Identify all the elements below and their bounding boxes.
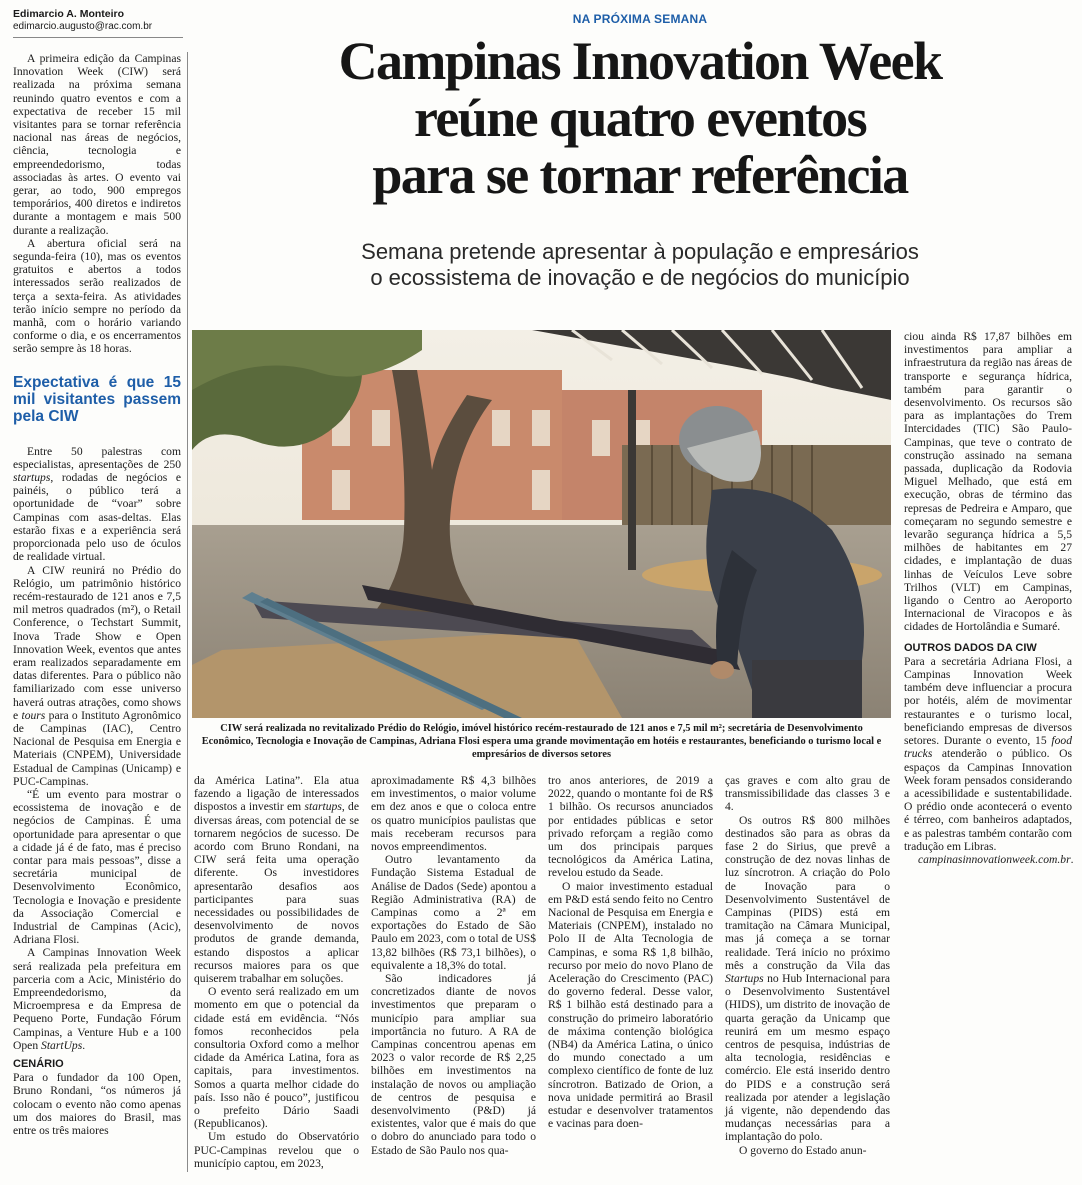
col1-paragraph-2: A abertura oficial será na segunda-feira (10), mas os eventos gratuitos e abertos a todos interessados serão realizados de terça a sexta-feira. As atividades terão início sempre no período da manhã, com o horário variando conforme o dia, e os encerramentos serão sempre às 18 horas. (13, 236, 181, 356)
col5-paragraph-3: O governo do Estado anun- (739, 1143, 867, 1157)
byline-rule (13, 37, 183, 38)
col6-paragraph-3: campinasinnovationweek.com.br. (918, 852, 1074, 866)
headline-line-1: Campinas Innovation Week (338, 31, 942, 91)
col6-paragraph-1: ciou ainda R$ 17,87 bilhões em investimentos para ampliar a infraestrutura da região nas áreas de transporte e segurança hídrica, também para garantir o desenvolvimento. Os recursos são para as implantações do Trem Intercidades (TIC) São Paulo-Campinas, que teve o contrato de construção assinado na semana passada, duplicação da Rodovia Miguel Melhado, que está em execução, obras de término das represas de Pedreira e Amparo, que começaram no segundo semestre e levarão segurança hídrica a 5,5 milhões de habitantes em 27 cidades, e implantação de duas linhas de Veículos Leve sobre Trilhos (VLT) em Campinas, ligando o Centro ao Aeroporto Internacional de Viracopos e às cidades de Hortolândia e Sumaré. (904, 330, 1072, 634)
photo-caption: CIW será realizada no revitalizado Prédio do Relógio, imóvel histórico recém-restaurado de 121 anos e 7,5 mil m²; secretária de Desenvolvimento Econômico, Tecnologia e Inovação de Campinas, Adriana Flosi espera uma grande movimentação em hotéis e restaurantes, beneficiando o turismo local e empresários de diversos setores (201, 723, 882, 760)
article-photo (192, 330, 891, 718)
col1-subhead: Expectativa é que 15 mil visitantes passem pela CIW (13, 373, 181, 425)
column-1 (13, 52, 181, 1137)
col2-paragraph-2: O evento será realizado em um momento em que o potencial da cidade está em evidência. “Nós fomos reconhecidos pela consultoria Oxford como a melhor cidade da América Latina, fora as capitais, para investimentos. Somos a quarta melhor cidade do país. Isso não é pouco”, justificou o prefeito Dário Saadi (Republicanos). (194, 985, 359, 1131)
photo-illustration (192, 330, 891, 718)
col4-paragraph-1: tro anos anteriores, de 2019 a 2022, quando o montante foi de R$ 1 bilhão. Os recursos anunciados por entidades públicas e setor privado reforçam a região como um dos principais parques tecnológicos da América Latina, revelou estudo da Seade. (548, 774, 713, 880)
col1-paragraph-7: Para o fundador da 100 Open, Bruno Rondani, “os números já colocam o evento não como apenas um dos maiores do Brasil, mas entre os três maiores (13, 1071, 181, 1138)
col1-paragraph-1: A primeira edição da Campinas Innovation Week (CIW) será realizada na próxima semana reunindo quatro eventos e com a expectativa de receber 15 mil visitantes para se tornar referência nacional nas áreas de negócios, ciência, tecnologia e empreendedorismo, todas associadas às artes. O evento vai gerar, ao todo, 900 empregos temporários, 400 diretos e indiretos durante a montagem e mais 500 durante a realização. (13, 52, 181, 237)
author-email[interactable]: edimarcio.augusto@rac.com.br (13, 21, 153, 32)
col6-paragraph-2: Para a secretária Adriana Flosi, a Campinas Innovation Week também deve influenciar a procura por hotéis, além de movimentar restaurantes e o turismo local, beneficiando empresas de diversos setores. Durante o evento, 15 food trucks atenderão o público. Os espaços da Campinas Innovation Week foram pensados considerando a acessibilidade e sustentabilidade. O prédio onde acontecerá o evento é térreo, com banheiros adaptados, e as palestras também contarão com tradução em Libras. (904, 654, 1072, 853)
col1-section-cenario: CENÁRIO (13, 1058, 64, 1071)
col1-paragraph-5: “É um evento para mostrar o ecossistema de inovação e de negócios de Campinas. É uma oportunidade para apresentar o que a cidade já é de fato, mas é preciso contar para mais pessoas”, disse a secretária municipal de Desenvolvimento Econômico, Tecnologia e Inovação e presidente da Associação Comercial e Industrial de Campinas (Acic), Adriana Flosi. (13, 787, 181, 947)
headline (200, 33, 1080, 204)
kicker: NA PRÓXIMA SEMANA (572, 12, 708, 26)
byline (13, 8, 183, 38)
col2-paragraph-3: Um estudo do Observatório PUC-Campinas revelou que o município captou, em 2023, (194, 1130, 359, 1170)
website-link[interactable]: campinasinnovationweek.com.br (918, 852, 1071, 866)
column-6 (904, 330, 1072, 866)
col3-paragraph-1: aproximadamente R$ 4,3 bilhões em investimentos, o maior volume em dez anos e que o coloca entre os quatro municípios paulistas que mais receberam recursos para novos empreendimentos. (371, 774, 536, 854)
column-2 (194, 774, 359, 1170)
column-5 (725, 774, 890, 1157)
col2-paragraph-1: da América Latina”. Ela atua fazendo a ligação de interessados dispostos a investir em startups, de diversas áreas, com potencial de se tornarem negócios de sucesso. De acordo com Bruno Rondani, na CIW será feita uma operação diferente. Os investidores apresentarão desafios aos participantes para suas necessidades ou possibilidades de desenvolvimento de novos produtos de grande demanda, estando dispostos a aplicar recursos maiores para os que quiserem trabalhar em soluções. (194, 774, 359, 986)
col3-paragraph-3: São indicadores já concretizados diante de novos investimentos que preparam o município para ampliar sua importância no futuro. A RA de Campinas concentrou apenas em 2023 o valor recorde de R$ 2,25 bilhões em investimentos na instalação de novos ou ampliação de centros de pesquisa e desenvolvimento (P&D) já existentes, valor que é mais do que o dobro do anunciado para todo o Estado de São Paulo nos qua- (371, 972, 536, 1157)
col5-paragraph-2: Os outros R$ 800 milhões destinados são para as obras da fase 2 do Sirius, que prevê a construção de dez novas linhas de luz síncrotron. A criação do Polo de Inovação para o Desenvolvimento Sustentável de Campinas (PIDS) está em tramitação na Câmara Municipal, mas já começa a se tornar realidade. Terá início no próximo mês a construção da Vila das Startups no Hub Internacional para o Desenvolvimento Sustentável (HIDS), um distrito de inovação de quarta geração da Unicamp que reunirá em um mesmo espaço centros de pesquisa, indústrias de alta tecnologia, residências e comércio. Ele está inserido dentro do PIDS e a construção será realizada por atender a legislação já vigente, não dependendo das mudanças necessárias para a implantação do polo. (725, 813, 890, 1144)
headline-line-3: para se tornar referência (372, 145, 908, 205)
author-name: Edimarcio A. Monteiro (13, 8, 125, 20)
column-4 (548, 774, 713, 1130)
deck-line-1: Semana pretende apresentar à população e empresários (361, 239, 919, 264)
col5-paragraph-1: ças graves e com alto grau de transmissibilidade das classes 3 e 4. (725, 774, 890, 814)
col6-section-outros-dados: OUTROS DADOS DA CIW (904, 641, 1037, 654)
col3-paragraph-2: Outro levantamento da Fundação Sistema Estadual de Análise de Dados (Sede) apontou a Região Administrativa (RA) de Campinas como a 2ª em exportações do Estado de São Paulo em 2023, com o total de US$ 13,82 bilhões (R$ 73,1 bilhões), o equivalente a 18,3% do total. (371, 853, 536, 972)
col1-paragraph-6: A Campinas Innovation Week será realizada pela prefeitura em parceria com a Acic, Ministério do Empreendedorismo, da Microempresa e da Empresa de Pequeno Porte, Fundação Fórum Campinas, a Venture Hub e a 100 Open StartUps. (13, 946, 181, 1052)
deck (200, 239, 1080, 291)
column-rule (187, 52, 188, 1172)
col1-paragraph-4: A CIW reunirá no Prédio do Relógio, um patrimônio histórico recém-restaurado de 121 anos e 7,5 mil metros quadrados (m²), o Retail Conference, o Techstart Summit, Inova Trade Show e Open Innovation Week, eventos que antes eram realizados separadamente em datas diferentes. Para o público não familiarizado com esse universo haverá outras atrações, como shows e tours para o Instituto Agronômico de Campinas (IAC), Centro Nacional de Pesquisa em Energia e Materiais (CNPEM), Universidade Estadual de Campinas (Unicamp) e PUC-Campinas. (13, 563, 182, 788)
col4-paragraph-2: O maior investimento estadual em P&D está sendo feito no Centro Nacional de Pesquisa em Energia e Materiais (CNPEM), instalado no Polo II de Alta Tecnologia de Campinas, e soma R$ 1,8 bilhão, recurso por meio do novo Plano de Aceleração do Crescimento (PAC) do governo federal. Desse valor, R$ 1 bilhão está destinado para a construção do primeiro laboratório de máxima contenção biológica (NB4) da América Latina, o único do mundo conectado a um complexo científico de fonte de luz síncrotron. Batizado de Orion, a nova unidade permitirá ao Brasil estudar e desenvolver tratamentos e vacinas para doen- (548, 879, 713, 1131)
col1-paragraph-3: Entre 50 palestras com especialistas, apresentações de 250 startups, rodadas de negócios e painéis, o público terá a oportunidade de “voar” sobre Campinas com asas-deltas. Elas estarão fixas e a experiência será proporcionada pelo uso de óculos de realidade virtual. (13, 444, 181, 564)
deck-line-2: o ecossistema de inovação e de negócios do município (370, 265, 910, 290)
headline-line-2: reúne quatro eventos (414, 88, 866, 148)
column-3 (371, 774, 536, 1157)
